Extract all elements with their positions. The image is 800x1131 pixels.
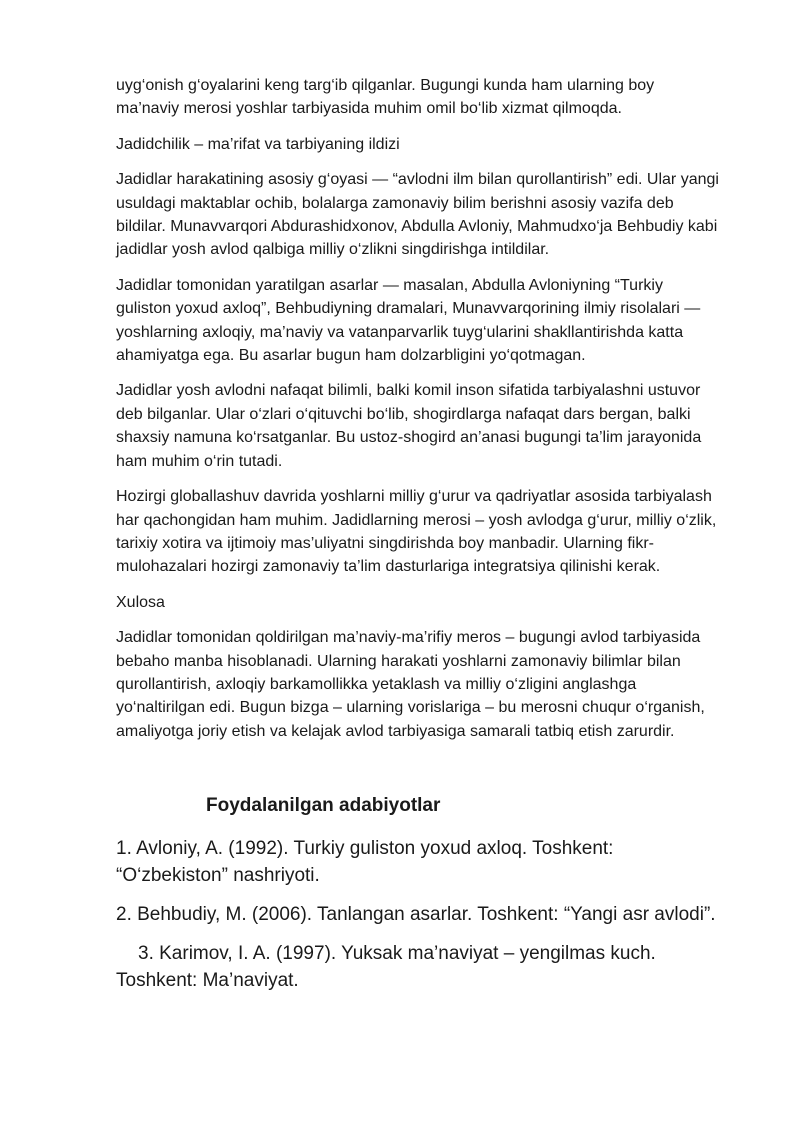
section-heading-jadidchilik: Jadidchilik – ma’rifat va tarbiyaning ildizi [116,135,400,153]
references-title: Foydalanilgan adabiyotlar [206,795,441,817]
paragraph-education: Jadidlar yosh avlodni nafaqat bilimli, balki komil inson sifatida tarbiyalashni ustuvor deb bilganlar. Ular o‘zlari o‘qituvchi bo‘lib, shogirdlarga nafaqat dars bergan, balki shaxsiy namuna ko‘rsatganlar. Bu ustoz-shogird an’anasi bugungi ta’lim jarayonida ham muhim o‘rin tutadi. [116,382,702,470]
section-heading-conclusion: Xulosa [116,593,165,611]
reference-item-3: 3. Karimov, I. A. (1997). Yuksak ma’naviyat – yengilmas kuch. Toshkent: Ma’naviyat. [116,943,656,992]
paragraph-conclusion: Jadidlar tomonidan qoldirilgan ma’naviy-ma’rifiy meros – bugungi avlod tarbiyasida bebaho manba hisoblanadi. Ularning harakati yoshlarni zamonaviy bilimlar bilan qurollantirish, axloqiy barkamollikka yetaklash va milliy o‘zligini anglashga yo‘naltirilgan edi. Bugun bizga – ularning vorislariga – bu merosni chuqur o‘rganish, amaliyotga joriy etish va kelajak avlod tarbiyasiga samarali tatbiq etish zarurdir. [116,629,705,740]
reference-item-1: 1. Avloniy, A. (1992). Turkiy guliston yoxud axloq. Toshkent: “O‘zbekiston” nashriyoti. [116,838,614,887]
paragraph-globalization: Hozirgi globallashuv davrida yoshlarni milliy g‘urur va qadriyatlar asosida tarbiyalash har qachongidan ham muhim. Jadidlarning merosi – yosh avlodga g‘urur, milliy o‘zlik, tarixiy xotira va ijtimoiy mas’uliyatni singdirishda boy manbadir. Ularning fikr-mulohazalari hozirgi zamonaviy ta’lim dasturlariga integratsiya qilinishi kerak. [116,488,717,576]
paragraph-works: Jadidlar tomonidan yaratilgan asarlar — masalan, Abdulla Avloniyning “Turkiy guliston yoxud axloq”, Behbudiyning dramalari, Munavvarqorining ilmiy risolalari — yoshlarning axloqiy, ma’naviy va vatanparvarlik tuyg‘ularini shakllantirishda katta ahamiyatga ega. Bu asarlar bugun ham dolzarbligini yo‘qotmagan. [116,276,701,365]
paragraph-main-idea: Jadidlar harakatining asosiy g‘oyasi — “avlodni ilm bilan qurollantirish” edi. Ular yangi usuldagi maktablar ochib, bolalarga zamonaviy bilim berishni asosiy vazifa deb bildilar. Munavvarqori Abdurashidxonov, Abdulla Avloniy, Mahmudxo‘ja Behbudiy kabi jadidlar yosh avlod qalbiga milliy o‘zlikni singdirishga intildilar. [116,171,719,259]
reference-item-2: 2. Behbudiy, M. (2006). Tanlangan asarlar. Toshkent: “Yangi asr avlodi”. [116,904,716,926]
paragraph-intro-continuation: uyg‘onish g‘oyalarini keng targ‘ib qilganlar. Bugungi kunda ham ularning boy ma’naviy merosi yoshlar tarbiyasida muhim omil bo‘lib xizmat qilmoqda. [116,77,655,118]
